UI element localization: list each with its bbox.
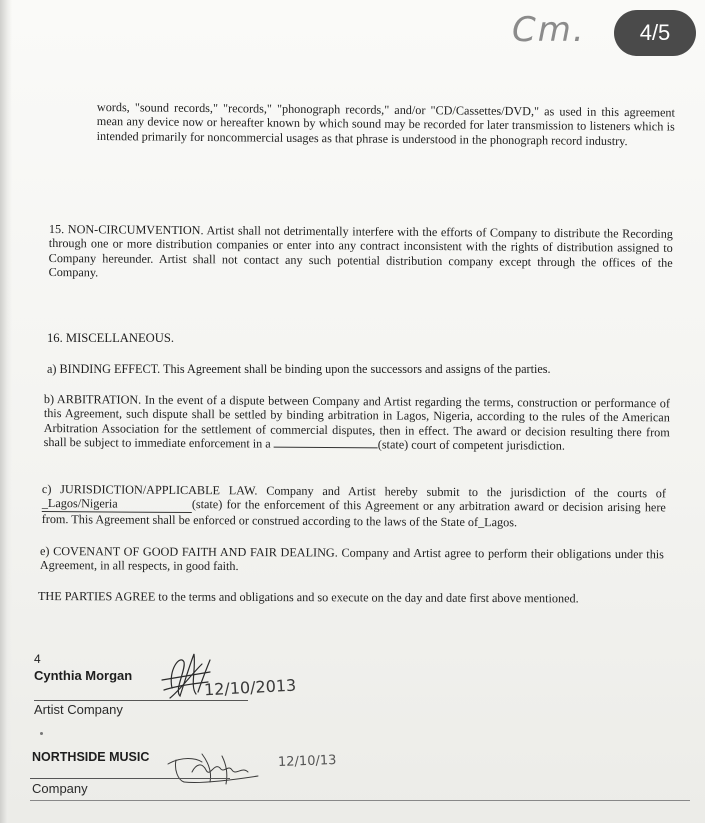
artist-signature-date: 12/10/2013 (203, 675, 297, 700)
company-name: NORTHSIDE MUSIC (32, 750, 150, 764)
clause-jurisdiction (42, 482, 666, 531)
state-blank-line (274, 447, 378, 449)
jurisdiction-start-text: c) JURISDICTION/APPLICABLE LAW. Company and Artist hereby submit to the jurisdiction of the courts of (41, 482, 666, 501)
page-edge-shadow (0, 0, 12, 823)
company-signature-date: 12/10/13 (277, 752, 337, 771)
clause-definitions-tail: words, "sound records," "records," "phonograph records," and/or "CD/Cassettes/DVD," as used in this agreement mean any device now or hereafter known by which sound may be recorded for later transmission to listeners which is intended primarily for noncommercial usages as that phrase is understood in the phonograph record industry. (96, 100, 675, 148)
page-number: 4 (34, 652, 41, 666)
clause-non-circumvention: 15. NON-CIRCUMVENTION. Artist shall not detrimentally interfere with the efforts of Company to distribute the Recording through one or more distribution companies or enter into any contract inconsistent with the rights of distribution assigned to Company hereunder. Artist shall not contact any such potential distribution company except through the offices of the Company. (48, 222, 673, 280)
artist-role-label: Artist Company (34, 702, 123, 717)
page-bottom-line (30, 800, 690, 801)
parties-agree-statement: THE PARTIES AGREE to the terms and obligations and so execute on the day and date first above mentioned. (37, 589, 579, 606)
arbitration-text: b) ARBITRATION. In the event of a dispute between Company and Artist regarding the terms, construction or performance of this Agreement, such dispute shall be settled by binding arbitration in Lagos, Nigeria, according to the rules of the American Arbitration Association for the settlement of commercial disputes, then in effect. The award or decision resulting there from shall be subject to immediate enforcement in a (43, 392, 670, 451)
page-indicator-badge[interactable]: 4/5 (614, 10, 696, 56)
jurisdiction-law-state: _Lagos. (478, 514, 518, 530)
arbitration-end-text: (state) court of competent jurisdiction. (377, 437, 565, 453)
clause-good-faith: e) COVENANT OF GOOD FAITH AND FAIR DEALING. Company and Artist agree to perform their obligations under this Agreement, in all respects, in good faith. (39, 544, 664, 574)
clause-binding-effect: a) BINDING EFFECT. This Agreement shall be binding upon the successors and assigns of the parties. (47, 362, 551, 376)
company-signature-icon (162, 742, 282, 792)
clause-arbitration (44, 392, 670, 454)
company-role-label: Company (32, 781, 88, 796)
artist-name: Cynthia Morgan (34, 668, 133, 683)
jurisdiction-end-text: (state) for the enforcement of this Agreement or any arbitration award or decision arising here from. This Agreement shall be enforced or construed according to the laws of the State of (41, 497, 666, 529)
company-signature-line (30, 778, 230, 779)
stray-mark (40, 732, 43, 735)
handwritten-initials: Cm. (512, 10, 586, 50)
artist-signature-line (34, 700, 248, 701)
section-heading-miscellaneous: 16. MISCELLANEOUS. (47, 331, 174, 345)
jurisdiction-state-value: _Lagos/Nigeria (42, 496, 192, 512)
